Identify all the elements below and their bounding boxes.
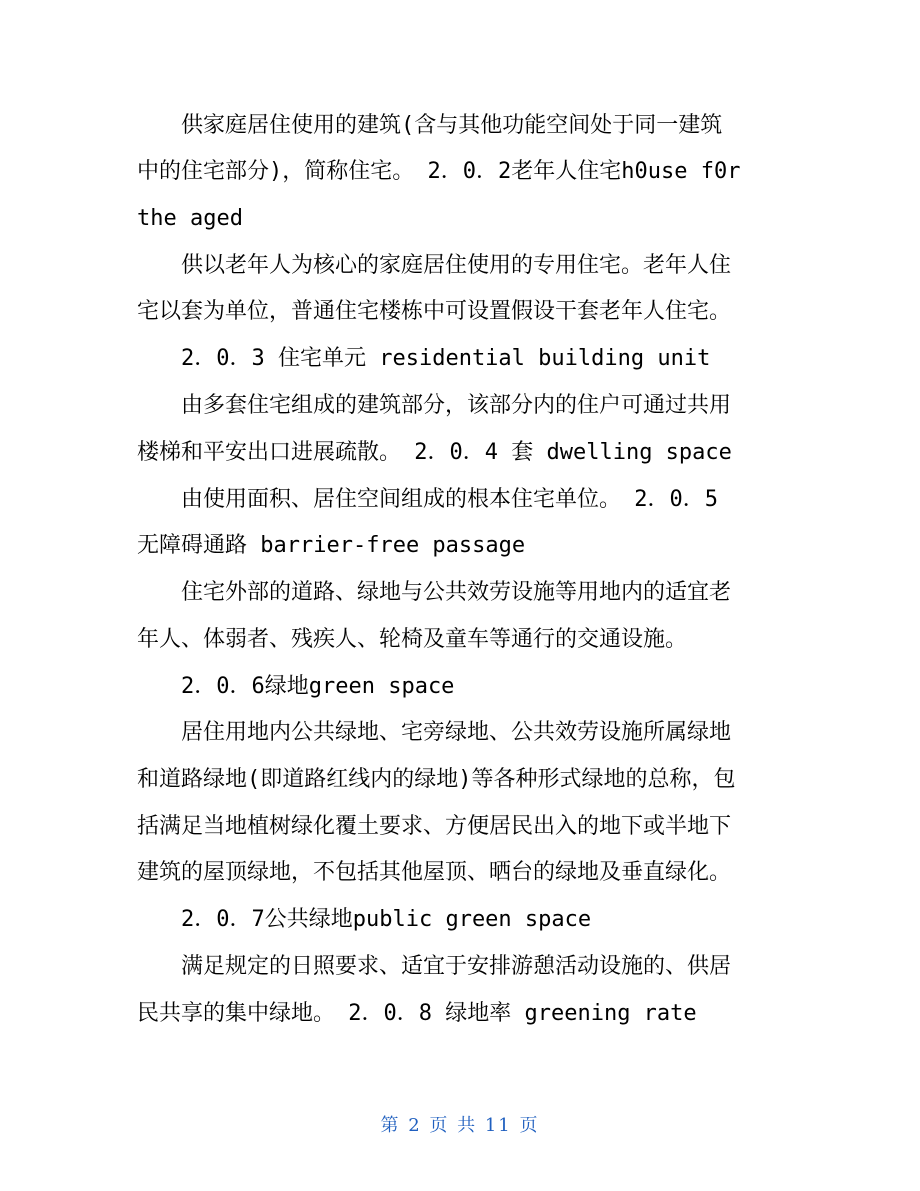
text-line: 年人、体弱者、残疾人、轮椅及童车等通行的交通设施。 [137,627,688,652]
text-line: 2．0．6绿地green space [181,674,455,699]
text-line: 宅以套为单位，普通住宅楼栋中可设置假设干套老年人住宅。 [137,299,732,324]
text-line: 2．0．7公共绿地public green space [181,907,592,932]
text-line: 无障碍通路 barrier-free passage [137,533,526,558]
text-line: 2．0．3 住宅单元 residential building unit [181,346,711,371]
text-line: 由多套住宅组成的建筑部分，该部分内的住户可通过共用 [181,393,732,418]
text-line: 民共享的集中绿地。 2．0．8 绿地率 greening rate [137,1001,697,1026]
text-line: 供以老年人为核心的家庭居住使用的专用住宅。老年人住 [181,253,732,278]
text-line: 供家庭居住使用的建筑(含与其他功能空间处于同一建筑 [181,113,723,138]
text-line: 满足规定的日照要求、适宜于安排游憩活动设施的、供居 [181,954,732,979]
text-line: 建筑的屋顶绿地，不包括其他屋顶、晒台的绿地及垂直绿化。 [137,860,732,885]
text-line: 楼梯和平安出口进展疏散。 2．0．4 套 dwelling space [137,440,732,465]
text-line: 由使用面积、居住空间组成的根本住宅单位。 2．0．5 [181,487,718,512]
text-line: 和道路绿地(即道路红线内的绿地)等各种形式绿地的总称，包 [137,767,736,792]
page-number-footer: 第 2 页 共 11 页 [380,1115,540,1136]
text-line: 中的住宅部分)，简称住宅。 2．0．2老年人住宅h0use f0r [137,159,741,184]
text-line: the aged [137,206,243,231]
text-line: 居住用地内公共绿地、宅旁绿地、公共效劳设施所属绿地 [181,720,732,745]
text-line: 住宅外部的道路、绿地与公共效劳设施等用地内的适宜老 [181,580,732,605]
text-line: 括满足当地植树绿化覆土要求、方便居民出入的地下或半地下 [137,814,732,839]
